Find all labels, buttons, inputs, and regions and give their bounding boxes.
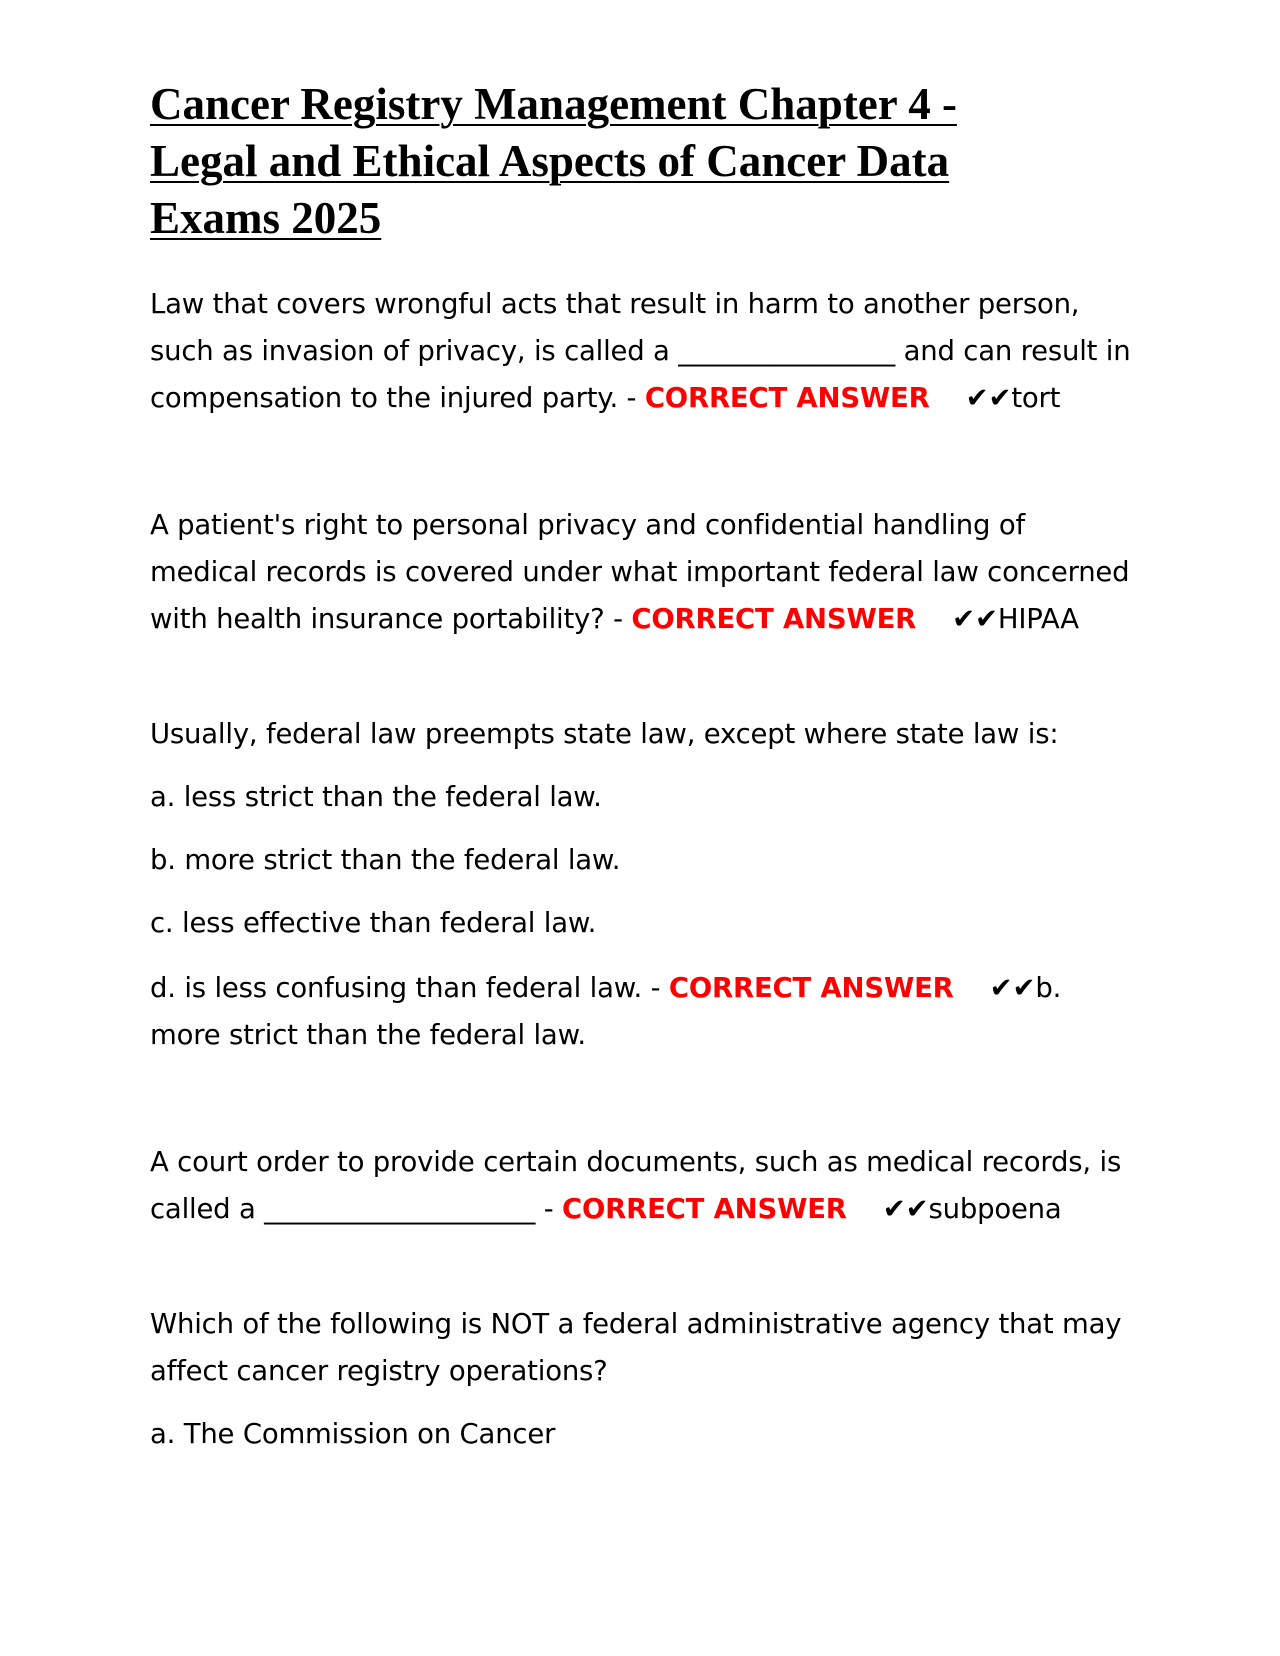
checkmark-icon: ✔✔: [882, 1193, 929, 1225]
question-4-answer: subpoena: [928, 1193, 1062, 1225]
spacer: [150, 1233, 1140, 1301]
question-4-text: A court order to provide certain documents, such as medical records, is called a ____________________ -: [150, 1146, 1122, 1225]
question-2-text: A patient's right to personal privacy and confidential handling of medical records is covered under what important federal law concerned with health insurance portability? -: [150, 509, 1130, 635]
document-title: [150, 76, 1140, 247]
question-2: [150, 502, 1140, 643]
checkmark-icon: ✔✔: [965, 382, 1012, 414]
question-5-stem: Which of the following is NOT a federal administrative agency that may affect cancer registry operations?: [150, 1308, 1122, 1387]
document-page: [150, 76, 1140, 1458]
correct-answer-label: CORRECT ANSWER: [561, 1193, 847, 1225]
question-4: [150, 1139, 1140, 1233]
question-3-answer: b. more strict than the federal law.: [150, 972, 1062, 1051]
correct-answer-label: CORRECT ANSWER: [668, 972, 954, 1004]
question-3-option-d-text: d. is less confusing than federal law. -: [150, 972, 669, 1004]
spacer: [150, 1059, 1140, 1139]
correct-answer-label: CORRECT ANSWER: [644, 382, 930, 414]
question-3-option-d: [150, 965, 1140, 1059]
question-3-option-b: b. more strict than the federal law.: [150, 844, 621, 876]
question-1: [150, 281, 1140, 422]
spacer: [150, 643, 1140, 711]
spacer: [150, 422, 1140, 502]
question-3-stem: Usually, federal law preempts state law, except where state law is:: [150, 718, 1059, 750]
title-line-1: Cancer Registry Management Chapter 4 -: [150, 79, 957, 129]
checkmark-icon: ✔✔: [952, 603, 998, 635]
question-1-text: Law that covers wrongful acts that result in harm to another person, such as invasion of privacy, is called a ________________ and can result in compensation to the injured party. -: [150, 288, 1131, 414]
title-line-3: Exams 2025: [150, 193, 382, 243]
correct-answer-label: CORRECT ANSWER: [631, 603, 917, 635]
checkmark-icon: ✔✔: [989, 972, 1036, 1004]
question-3-option-c: c. less effective than federal law.: [150, 907, 597, 939]
question-1-answer: tort: [1011, 382, 1061, 414]
question-3-option-a: a. less strict than the federal law.: [150, 781, 602, 813]
title-line-2: Legal and Ethical Aspects of Cancer Data: [150, 136, 950, 186]
question-5-option-a: a. The Commission on Cancer: [150, 1418, 556, 1450]
question-2-answer: HIPAA: [997, 603, 1079, 635]
